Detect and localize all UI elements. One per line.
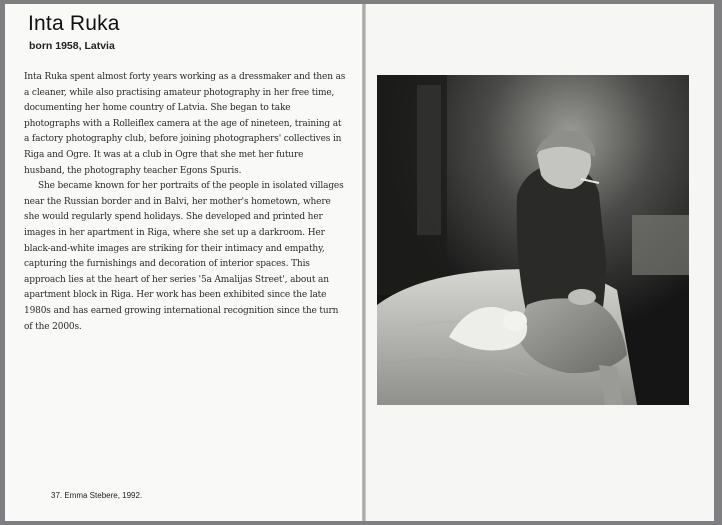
photo-caption: 37. Emma Stebere, 1992. [51, 491, 143, 500]
biography-paragraph: Inta Ruka spent almost forty years working as a dressmaker and then as a cleaner, while also practising amateur photography in her free time, documenting her home country of Latvia. She began to take photographs with a Rolleiflex camera at the age of nineteen, training at a factory photography club, before joining photographers' collectives in Riga and Ogre. It was at a club in Ogre that she met her future husband, the photography teacher Egons Spuris. [24, 72, 346, 176]
artist-name: Inta Ruka [28, 12, 120, 35]
biography-text [24, 70, 346, 335]
portrait-photograph [377, 75, 689, 405]
artist-birth-info: born 1958, Latvia [29, 40, 115, 52]
biography-paragraph: She became known for her portraits of the people in isolated villages near the Russian border and in Balvi, her mother's hometown, where she would regularly spend holidays. She developed and printed her images in her apartment in Riga, where she set up a darkroom. Her black-and-white images are striking for their intimacy and empathy, capturing the furnishings and decoration of interior spaces. This approach lies at the heart of her series '5a Amalijas Street', about an apartment block in Riga. Her work has been exhibited since the late 1980s and has earned growing international recognition since the turn of the 2000s. [24, 181, 344, 332]
